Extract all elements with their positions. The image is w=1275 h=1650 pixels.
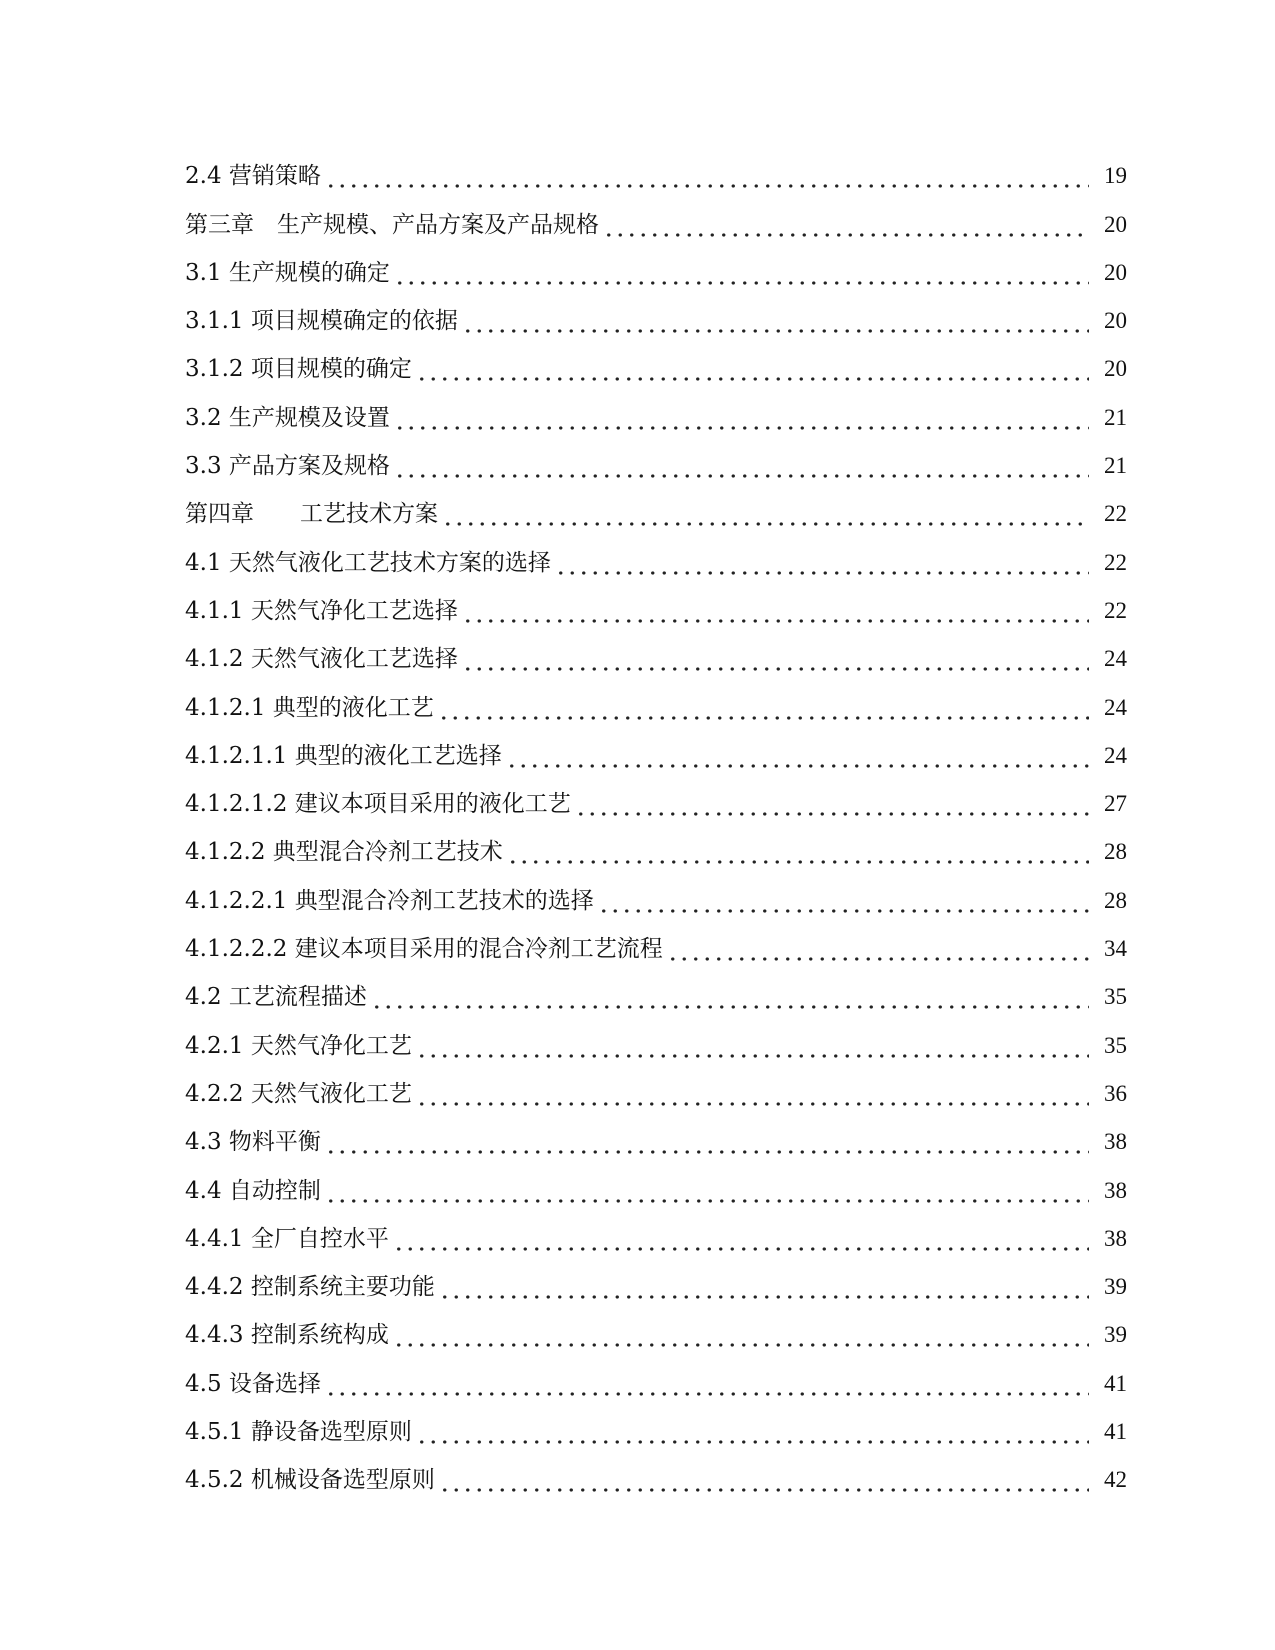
toc-entry-page: 41 [1104, 1370, 1127, 1396]
toc-dot-leader [462, 596, 1089, 626]
table-of-contents [185, 143, 1127, 1495]
toc-entry[interactable] [185, 1254, 1127, 1302]
toc-entry-page: 24 [1104, 646, 1127, 672]
toc-dot-leader [439, 1272, 1089, 1302]
toc-entry-page: 34 [1104, 936, 1127, 962]
toc-entry-page: 24 [1104, 694, 1127, 720]
toc-entry-label: 4.1.2.1 典型的液化工艺 [185, 694, 434, 721]
toc-entry[interactable] [185, 916, 1127, 964]
toc-entry-label: 4.1.2.1.2 建议本项目采用的液化工艺 [185, 791, 571, 818]
toc-dot-leader [325, 161, 1089, 191]
toc-entry-label: 4.4 自动控制 [185, 1177, 321, 1204]
toc-entry-label: 4.2.1 天然气净化工艺 [185, 1032, 412, 1059]
toc-entry-page: 41 [1104, 1419, 1127, 1445]
toc-entry[interactable] [185, 288, 1127, 336]
toc-entry-label: 4.2.2 天然气液化工艺 [185, 1080, 412, 1107]
toc-entry-label: 4.5.1 静设备选型原则 [185, 1419, 412, 1446]
toc-entry[interactable] [185, 1157, 1127, 1205]
toc-entry[interactable] [185, 143, 1127, 191]
toc-dot-leader [416, 1079, 1089, 1109]
toc-dot-leader [416, 354, 1089, 384]
toc-entry[interactable] [185, 1302, 1127, 1350]
toc-dot-leader [575, 789, 1089, 819]
toc-dot-leader [416, 1417, 1089, 1447]
toc-entry-label: 第四章 工艺技术方案 [185, 501, 438, 528]
toc-dot-leader [393, 1320, 1089, 1350]
toc-entry-label: 3.1 生产规模的确定 [185, 259, 390, 286]
toc-dot-leader [416, 1031, 1089, 1061]
toc-entry-page: 19 [1104, 163, 1127, 189]
toc-entry-label: 3.3 产品方案及规格 [185, 453, 390, 480]
toc-dot-leader [438, 693, 1089, 723]
toc-entry[interactable] [185, 674, 1127, 722]
toc-entry-page: 39 [1104, 1274, 1127, 1300]
toc-dot-leader [394, 403, 1089, 433]
toc-entry-label: 4.1.2.2.1 典型混合冷剂工艺技术的选择 [185, 887, 594, 914]
toc-entry[interactable] [185, 240, 1127, 288]
toc-entry-label: 4.4.2 控制系统主要功能 [185, 1274, 435, 1301]
toc-entry[interactable] [185, 1061, 1127, 1109]
toc-dot-leader [393, 1224, 1089, 1254]
toc-entry-label: 3.1.1 项目规模确定的依据 [185, 308, 458, 335]
toc-entry-label: 4.1.2 天然气液化工艺选择 [185, 646, 458, 673]
toc-dot-leader [371, 982, 1089, 1012]
toc-entry-label: 4.1 天然气液化工艺技术方案的选择 [185, 549, 551, 576]
toc-entry[interactable] [185, 384, 1127, 432]
toc-entry[interactable] [185, 433, 1127, 481]
toc-entry[interactable] [185, 723, 1127, 771]
toc-dot-leader [394, 451, 1089, 481]
toc-entry-label: 4.1.2.1.1 典型的液化工艺选择 [185, 742, 502, 769]
toc-entry[interactable] [185, 867, 1127, 915]
toc-entry-page: 21 [1104, 404, 1127, 430]
toc-entry[interactable] [185, 1399, 1127, 1447]
toc-dot-leader [667, 934, 1089, 964]
toc-entry-label: 4.1.2.2 典型混合冷剂工艺技术 [185, 839, 503, 866]
toc-dot-leader [439, 1465, 1089, 1495]
toc-entry-page: 22 [1104, 549, 1127, 575]
toc-entry-label: 4.5.2 机械设备选型原则 [185, 1467, 435, 1494]
toc-entry-page: 42 [1104, 1467, 1127, 1493]
toc-entry-page: 35 [1104, 984, 1127, 1010]
toc-entry-label: 4.4.3 控制系统构成 [185, 1322, 389, 1349]
toc-dot-leader [442, 499, 1089, 529]
toc-dot-leader [462, 306, 1089, 336]
toc-dot-leader [325, 1127, 1089, 1157]
toc-entry[interactable] [185, 481, 1127, 529]
toc-entry-label: 4.4.1 全厂自控水平 [185, 1225, 389, 1252]
toc-entry-page: 27 [1104, 791, 1127, 817]
toc-entry-page: 21 [1104, 453, 1127, 479]
toc-entry-label: 4.5 设备选择 [185, 1370, 321, 1397]
toc-entry-page: 20 [1104, 356, 1127, 382]
toc-entry[interactable] [185, 1109, 1127, 1157]
toc-dot-leader [507, 837, 1089, 867]
toc-entry[interactable] [185, 529, 1127, 577]
toc-entry[interactable] [185, 964, 1127, 1012]
toc-entry[interactable] [185, 1206, 1127, 1254]
toc-dot-leader [394, 258, 1089, 288]
toc-entry[interactable] [185, 819, 1127, 867]
toc-entry[interactable] [185, 1012, 1127, 1060]
toc-entry-label: 3.2 生产规模及设置 [185, 404, 390, 431]
toc-entry-page: 22 [1104, 597, 1127, 623]
toc-entry-page: 22 [1104, 501, 1127, 527]
toc-entry-label: 2.4 营销策略 [185, 163, 321, 190]
toc-entry-label: 4.3 物料平衡 [185, 1129, 321, 1156]
toc-entry[interactable] [185, 1447, 1127, 1495]
toc-dot-leader [598, 886, 1089, 916]
toc-entry-page: 20 [1104, 259, 1127, 285]
toc-entry-page: 20 [1104, 308, 1127, 334]
toc-entry-page: 28 [1104, 887, 1127, 913]
toc-entry[interactable] [185, 1350, 1127, 1398]
toc-entry[interactable] [185, 191, 1127, 239]
toc-entry-page: 28 [1104, 839, 1127, 865]
toc-entry[interactable] [185, 626, 1127, 674]
toc-entry-label: 4.2 工艺流程描述 [185, 984, 367, 1011]
toc-entry-page: 38 [1104, 1225, 1127, 1251]
toc-entry-page: 35 [1104, 1032, 1127, 1058]
toc-entry-label: 4.1.2.2.2 建议本项目采用的混合冷剂工艺流程 [185, 936, 663, 963]
toc-dot-leader [506, 741, 1089, 771]
toc-dot-leader [325, 1369, 1089, 1399]
toc-entry[interactable] [185, 771, 1127, 819]
toc-entry[interactable] [185, 578, 1127, 626]
toc-entry-page: 36 [1104, 1080, 1127, 1106]
toc-dot-leader [462, 644, 1089, 674]
toc-entry-label: 3.1.2 项目规模的确定 [185, 356, 412, 383]
toc-entry-page: 39 [1104, 1322, 1127, 1348]
toc-dot-leader [603, 210, 1089, 240]
toc-entry-page: 38 [1104, 1177, 1127, 1203]
toc-entry-page: 20 [1104, 211, 1127, 237]
toc-dot-leader [555, 548, 1089, 578]
toc-dot-leader [325, 1176, 1089, 1206]
toc-entry-label: 4.1.1 天然气净化工艺选择 [185, 597, 458, 624]
toc-entry-page: 24 [1104, 742, 1127, 768]
toc-entry-label: 第三章 生产规模、产品方案及产品规格 [185, 211, 599, 238]
toc-entry-page: 38 [1104, 1129, 1127, 1155]
toc-entry[interactable] [185, 336, 1127, 384]
